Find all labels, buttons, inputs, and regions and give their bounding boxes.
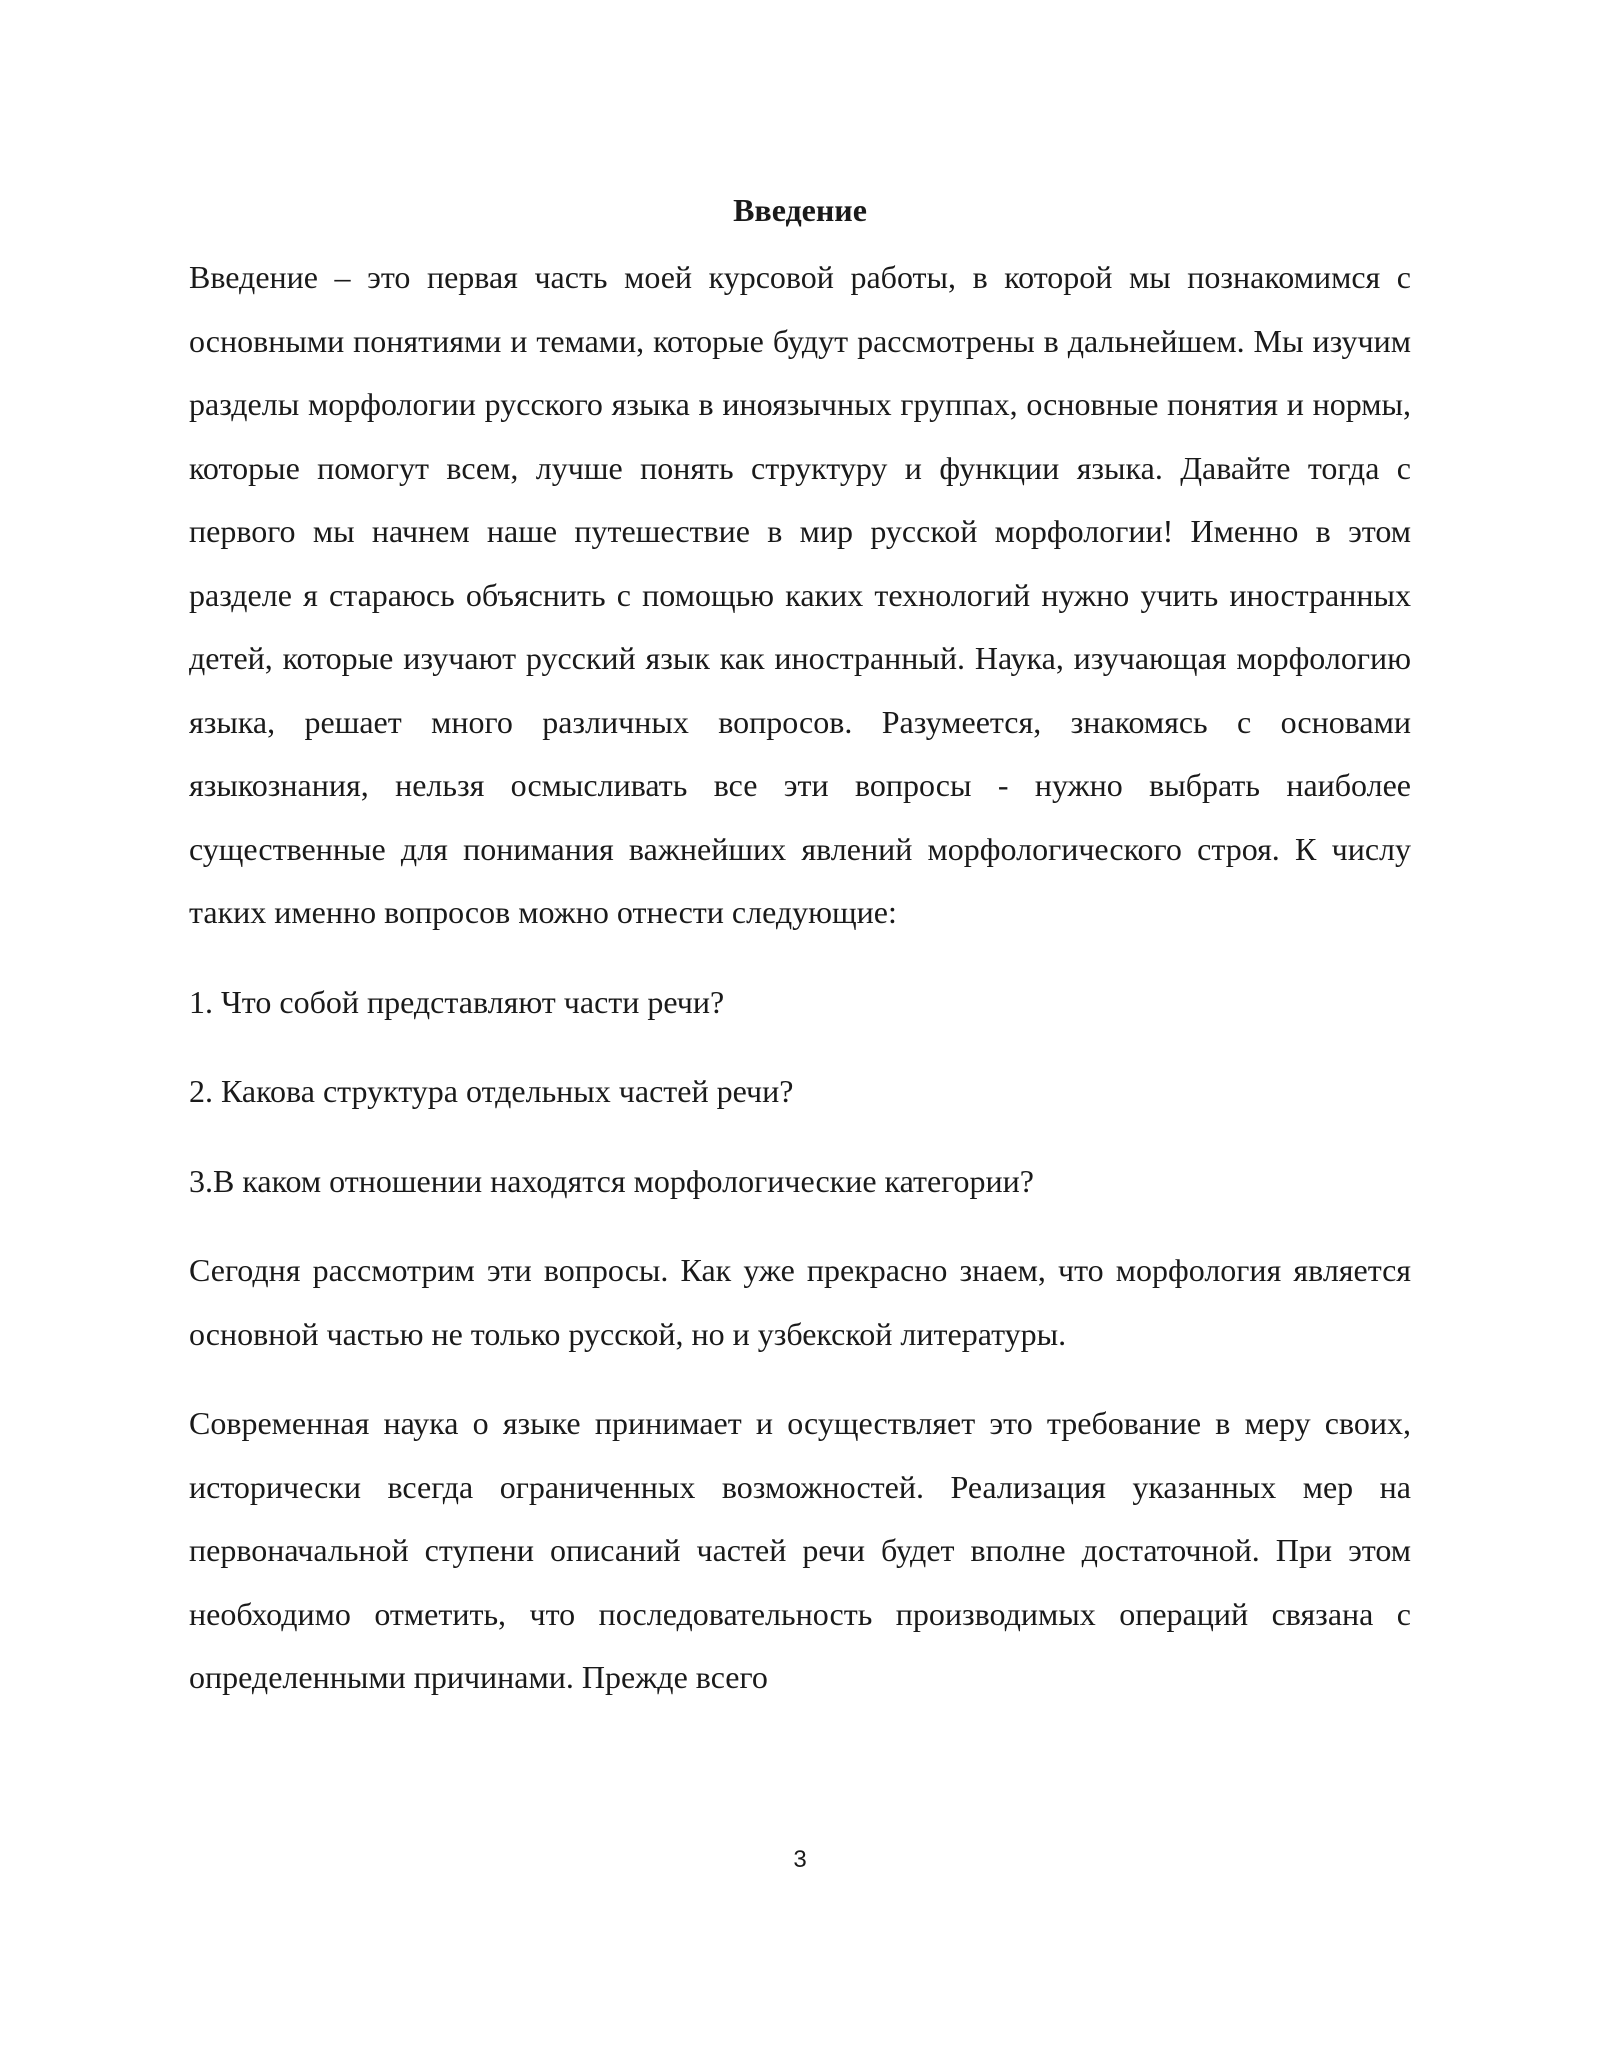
paragraph-today: Сегодня рассмотрим эти вопросы. Как уже прекрасно знаем, что морфология является основной частью не только русской, но и узбекской литературы. [189, 1252, 1411, 1352]
list-item-1: 1. Что собой представляют части речи? [189, 983, 725, 1020]
page-number: 3 [793, 1846, 807, 1873]
paragraph-modern-science: Современная наука о языке принимает и осуществляет это требование в меру своих, исторически всегда ограниченных возможностей. Реализация указанных мер на первоначальной ступени описаний частей речи будет вполне достаточной. При этом необходимо отметить, что последовательность производимых операций связана с определенными причинами. Прежде всего [189, 1405, 1411, 1695]
section-heading: Введение [733, 192, 867, 228]
page-content [189, 184, 1411, 1710]
list-item-3: 3.В каком отношении находятся морфологические категории? [189, 1162, 1034, 1199]
intro-paragraph: Введение – это первая часть моей курсовой работы, в которой мы познакомимся с основными понятиями и темами, которые будут рассмотрены в дальнейшем. Мы изучим разделы морфологии русского языка в иноязычных группах, основные понятия и нормы, которые помогут всем, лучше понять структуру и функции языка. Давайте тогда с первого мы начнем наше путешествие в мир русской морфологии! Именно в этом разделе я стараюсь объяснить с помощью каких технологий нужно учить иностранных детей, которые изучают русский язык как иностранный. Наука, изучающая морфологию языка, решает много различных вопросов. Разумеется, знакомясь с основами языкознания, нельзя осмысливать все эти вопросы - нужно выбрать наиболее существенные для понимания важнейших явлений морфологического строя. К числу таких именно вопросов можно отнести следующие: [189, 259, 1411, 930]
list-item-2: 2. Какова структура отдельных частей речи? [189, 1073, 794, 1109]
